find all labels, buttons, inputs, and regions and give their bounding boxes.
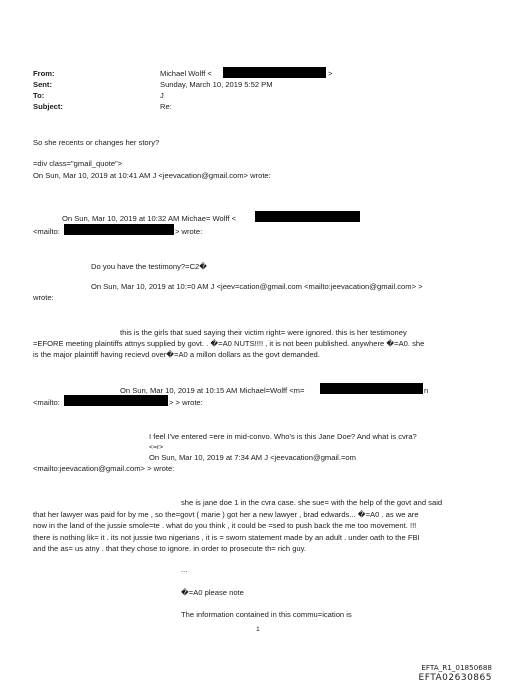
body-line: and the as= us atny . that they chose to ignore. in order to prosecute th= rich guy.: [33, 544, 306, 553]
quote-header: On Sun, Mar 10, 2019 at 10:32 AM Michae= Wolff <: [62, 214, 237, 223]
redaction-bar: [255, 211, 360, 222]
redaction-bar: [320, 383, 423, 394]
sent-label: Sent:: [33, 80, 52, 89]
efta-stamp-large: EFTA02630865: [418, 673, 492, 683]
body-line: =EFORE meeting plaintiffs attnys supplied by govt. . �=A0 NUTS!!!! , it is not been published. anywhere �=A0. she: [33, 339, 425, 348]
wrote-text: > > wrote:: [169, 398, 203, 407]
page-number: 1: [256, 626, 260, 633]
body-line: now in the land of the jussie smole=te . what do you think , it could be =sed to push back the me too movement. !!!: [33, 521, 417, 530]
from-close: >: [328, 69, 333, 78]
body-line: �=A0 please note: [181, 588, 244, 597]
body-line: that her lawyer was paid for by me , so the=govt ( marie ) got her a new lawyer , brad edwards... �=A0 . as we are: [33, 510, 419, 519]
mailto-text: <mailto:jeevacation@gmail.com> > wrote:: [33, 464, 175, 473]
body-line: there is nothing lik= it . its not jussie two nigerians , it is = sworn statement made by an adult . under oath to the FBI: [33, 533, 420, 542]
quote-header: On Sun, Mar 10, 2019 at 10:15 AM Michael=Wolff <m=: [120, 386, 305, 395]
body-line: =div class="gmail_quote">: [33, 159, 123, 168]
body-line: Do you have the testimony?=C2�: [91, 262, 208, 271]
mailto-text: <mailto:: [33, 398, 60, 407]
to-value: J: [160, 91, 164, 100]
efta-stamp-small: EFTA_R1_01850688: [421, 663, 492, 672]
body-line: On Sun, Mar 10, 2019 at 10:41 AM J <jeevacation@gmail.com> wrote:: [33, 171, 271, 180]
from-value: Michael Wolff <: [160, 69, 212, 78]
body-line: The information contained in this commu=ication is: [181, 610, 352, 619]
redaction-bar: [64, 395, 168, 406]
redaction-bar: [223, 67, 326, 78]
wrote-text: > wrote:: [175, 227, 203, 236]
subject-label: Subject:: [33, 102, 63, 111]
body-line: I feel I've entered =ere in mid-convo. Who's is this Jane Doe? And what is cvra?: [149, 432, 417, 441]
wrote-text: wrote:: [33, 293, 54, 302]
mailto-text: <mailto:: [33, 227, 60, 236]
ellipsis-text: ...: [181, 565, 188, 574]
body-line: this is the girls that sued saying their victim right= were ignored. this is her testimoney: [120, 328, 407, 337]
to-label: To:: [33, 91, 45, 100]
body-line: she is jane doe 1 in the cvra case. she sue= with the help of the govt and said: [181, 498, 443, 507]
body-line: So she recents or changes her story?: [33, 138, 160, 147]
sent-value: Sunday, March 10, 2019 5:52 PM: [160, 80, 273, 89]
quote-tail: n: [424, 386, 429, 395]
body-line: is the major plaintiff having recievd over�=A0 a millon dollars as the govt demanded.: [33, 350, 320, 359]
subject-value: Re:: [160, 102, 172, 111]
quote-header: On Sun, Mar 10, 2019 at 10:=0 AM J <jeev=cation@gmail.com <mailto:jeevacation@gmail.com> >: [91, 282, 423, 291]
body-line: <=r>: [149, 444, 164, 451]
quote-header: On Sun, Mar 10, 2019 at 7:34 AM J <jeevacation@gmail.=om: [149, 453, 356, 462]
redaction-bar: [64, 224, 174, 235]
from-label: From:: [33, 69, 55, 78]
